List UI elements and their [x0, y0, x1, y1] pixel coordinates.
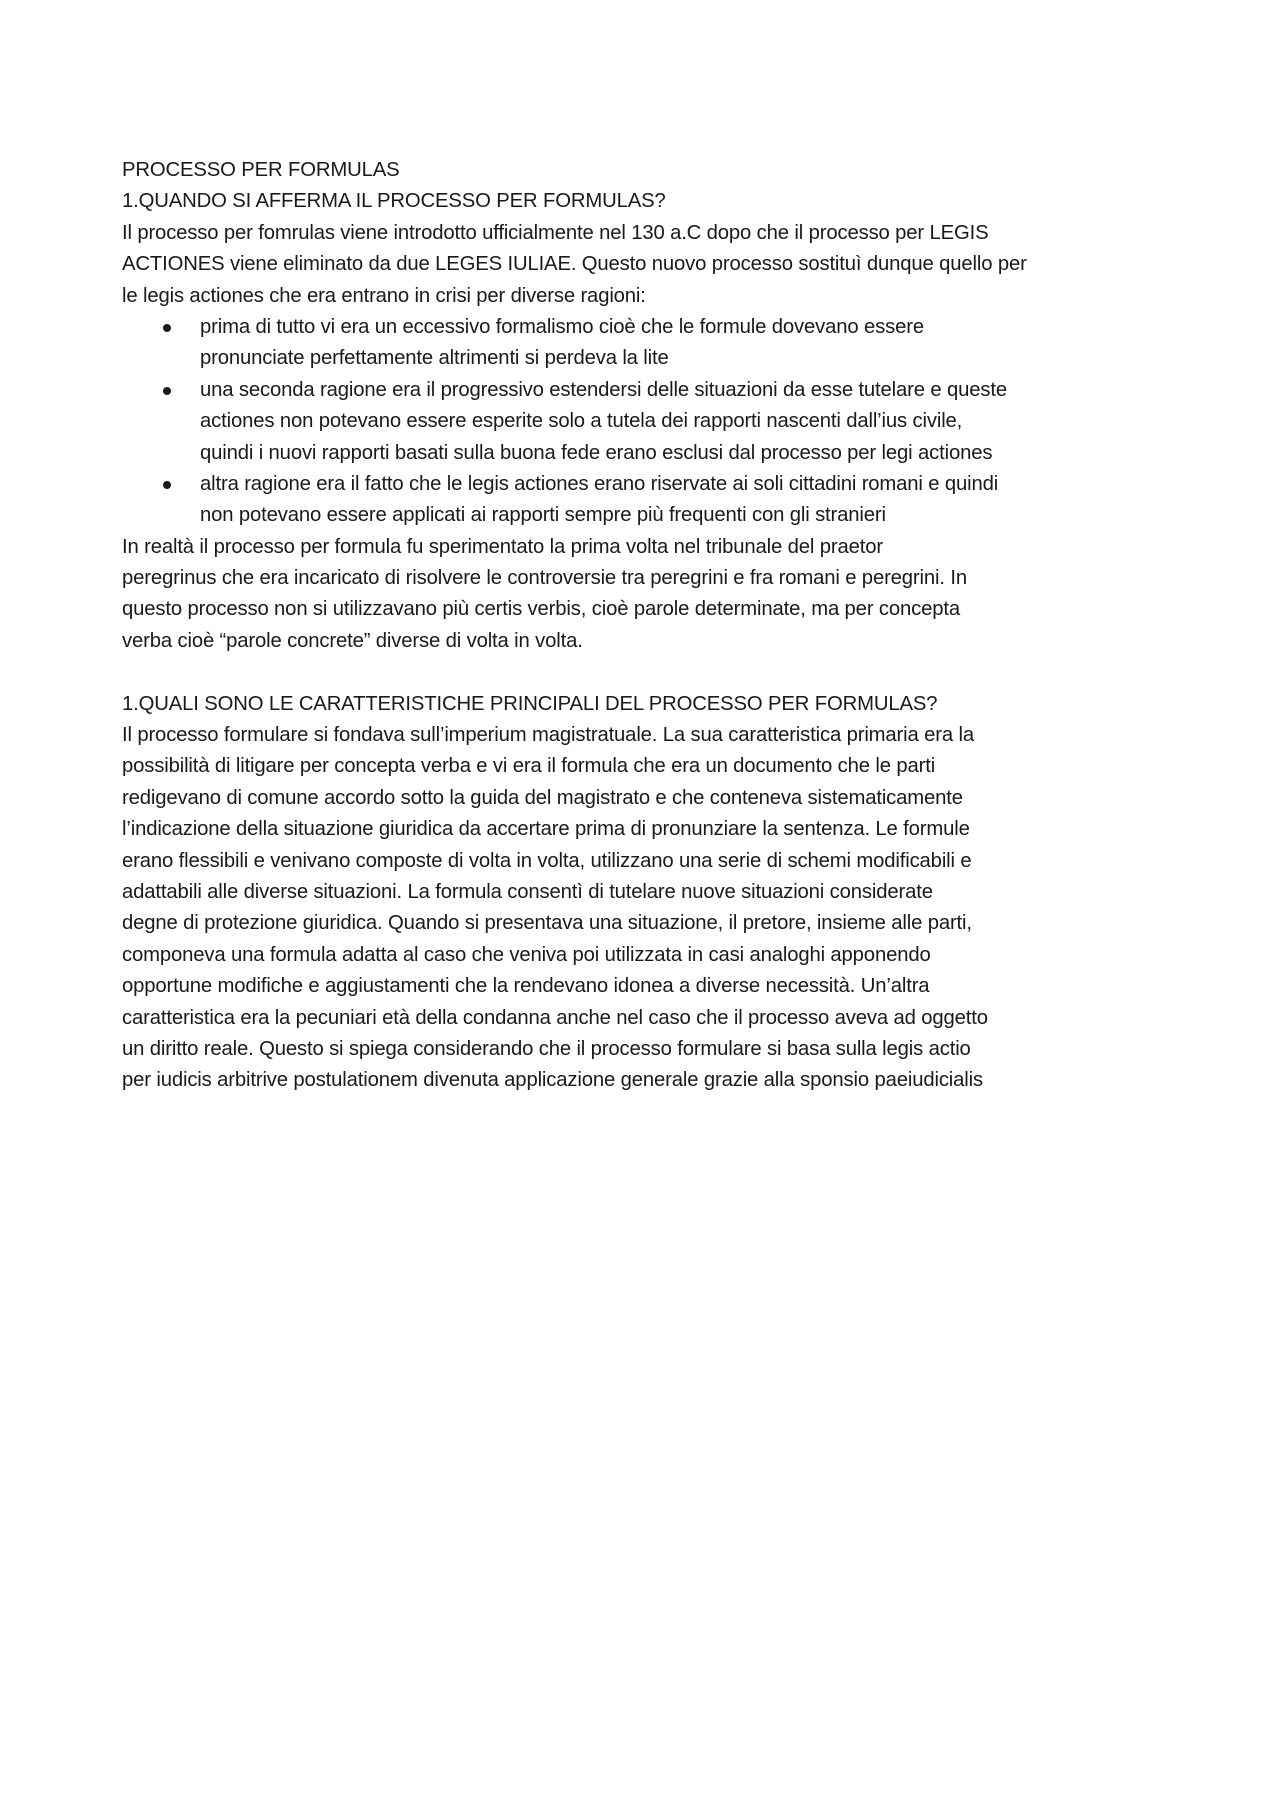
paragraph-line: questo processo non si utilizzavano più certis verbis, cioè parole determinate, ma per concepta	[122, 598, 961, 621]
bullet-list	[122, 312, 1182, 532]
bullet-icon	[163, 481, 171, 489]
paragraph-line: Il processo formulare si fondava sull’imperium magistratuale. La sua caratteristica primaria era la	[122, 724, 974, 747]
paragraph-line: redigevano di comune accordo sotto la guida del magistrato e che conteneva sistematicamente	[122, 786, 963, 809]
document-page	[122, 155, 1182, 1097]
paragraph-line: peregrinus che era incaricato di risolvere le controversie tra peregrini e fra romani e peregrini. In	[122, 567, 967, 590]
section-1-intro	[122, 218, 1182, 312]
bullet-text: non potevano essere applicati ai rapporti sempre più frequenti con gli stranieri	[200, 504, 886, 527]
document-title: PROCESSO PER FORMULAS	[122, 159, 400, 181]
paragraph-line: Il processo per fomrulas viene introdotto ufficialmente nel 130 a.C dopo che il processo per LEGIS	[122, 221, 989, 244]
bullet-text: actiones non potevano essere esperite solo a tutela dei rapporti nascenti dall’ius civile,	[200, 410, 963, 433]
paragraph-line: le legis actiones che era entrano in crisi per diverse ragioni:	[122, 284, 646, 307]
paragraph-line: degne di protezione giuridica. Quando si presentava una situazione, il pretore, insieme alle parti,	[122, 912, 972, 935]
bullet-item	[122, 375, 1182, 469]
bullet-icon	[163, 387, 171, 395]
paragraph-line: opportune modifiche e aggiustamenti che la rendevano idonea a diverse necessità. Un’altra	[122, 975, 930, 998]
paragraph-line: caratteristica era la pecuniari età della condanna anche nel caso che il processo aveva ad oggetto	[122, 1006, 988, 1029]
blank-line	[122, 657, 1182, 688]
paragraph-line: l’indicazione della situazione giuridica da accertare prima di pronunziare la sentenza. Le formule	[122, 818, 970, 841]
section-1-closing	[122, 532, 1182, 658]
bullet-text: una seconda ragione era il progressivo estendersi delle situazioni da esse tutelare e queste	[200, 378, 1007, 401]
paragraph-line: un diritto reale. Questo si spiega considerando che il processo formulare si basa sulla legis actio	[122, 1037, 971, 1060]
paragraph-line: verba cioè “parole concrete” diverse di volta in volta.	[122, 629, 583, 652]
bullet-item	[122, 312, 1182, 375]
paragraph-line: componeva una formula adatta al caso che veniva poi utilizzata in casi analoghi apponendo	[122, 943, 931, 966]
paragraph-line: In realtà il processo per formula fu sperimentato la prima volta nel tribunale del praetor	[122, 535, 883, 558]
section-2-heading: 1.QUALI SONO LE CARATTERISTICHE PRINCIPALI DEL PROCESSO PER FORMULAS?	[122, 692, 938, 715]
paragraph-line: adattabili alle diverse situazioni. La formula consentì di tutelare nuove situazioni considerate	[122, 880, 933, 903]
section-2-body	[122, 720, 1182, 1097]
paragraph-line: possibilità di litigare per concepta verba e vi era il formula che era un documento che le parti	[122, 755, 936, 778]
bullet-item	[122, 469, 1182, 532]
paragraph-line: per iudicis arbitrive postulationem divenuta applicazione generale grazie alla sponsio paeiudicialis	[122, 1069, 983, 1092]
paragraph-line: ACTIONES viene eliminato da due LEGES IULIAE. Questo nuovo processo sostituì dunque quello per	[122, 253, 1027, 276]
bullet-text: prima di tutto vi era un eccessivo formalismo cioè che le formule dovevano essere	[200, 315, 924, 338]
bullet-text: quindi i nuovi rapporti basati sulla buona fede erano esclusi dal processo per legi actiones	[200, 441, 993, 464]
bullet-text: altra ragione era il fatto che le legis actiones erano riservate ai soli cittadini romani e quindi	[200, 472, 999, 495]
paragraph-line: erano flessibili e venivano composte di volta in volta, utilizzano una serie di schemi modificabili e	[122, 849, 972, 872]
bullet-text: pronunciate perfettamente altrimenti si perdeva la lite	[200, 347, 669, 370]
section-1-heading: 1.QUANDO SI AFFERMA IL PROCESSO PER FORMULAS?	[122, 190, 666, 213]
bullet-icon	[163, 324, 171, 332]
